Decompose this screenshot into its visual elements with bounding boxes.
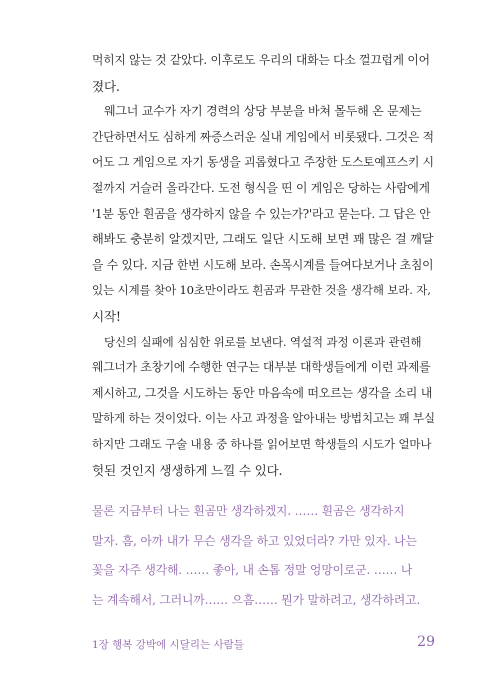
text-line: 하지만 그래도 구술 내용 중 하나를 읽어보면 학생들의 시도가 얼마나 [92, 436, 432, 451]
page-footer [92, 634, 435, 654]
quote-line: 말자. 흠, 아까 내가 무슨 생각을 하고 있었더라? 가만 있자. 나는 [92, 533, 417, 548]
text-line: 을 수 있다. 지금 한번 시도해 보라. 손목시계를 들여다보거나 초침이 [92, 257, 434, 272]
text-line: 헛된 것인지 생생하게 느낄 수 있다. [92, 462, 283, 478]
paragraph-2 [92, 99, 435, 329]
text-line: 시작! [92, 308, 121, 324]
text-line: 어도 그 게임으로 자기 동생을 괴롭혔다고 주장한 도스토예프스키 시 [92, 155, 434, 170]
quote-line: 꽃을 자주 생각해. …… 좋아, 내 손톱 정말 엉망이로군. …… 나 [92, 563, 413, 577]
page-number: 29 [417, 634, 435, 650]
text-line: 해봐도 충분히 알겠지만, 그래도 일단 시도해 보면 꽤 많은 걸 깨달 [92, 232, 434, 247]
text-line: 웨그너 교수가 자기 경력의 상당 부분을 바쳐 몰두해 온 문제는 [104, 104, 422, 119]
text-line: 웨그너가 초창기에 수행한 연구는 대부분 대학생들에게 이런 과제를 [92, 360, 431, 375]
paragraph-3 [92, 330, 435, 484]
quote-line: 는 계속해서, 그러니까…… 으흠…… 뭔가 말하려고, 생각하려고. [92, 592, 421, 607]
text-line: 먹히지 않는 것 같았다. 이후로도 우리의 대화는 다소 껄끄럽게 이어 [92, 53, 430, 67]
paragraph-text [92, 330, 435, 484]
text-line: 졌다. [92, 78, 120, 94]
quote-line: 물론 지금부터 나는 흰곰만 생각하겠지. …… 흰곰은 생각하지 [92, 504, 405, 518]
body-text [92, 48, 435, 483]
text-line: 간단하면서도 심하게 짜증스러운 실내 게임에서 비롯됐다. 그것은 적 [92, 129, 434, 144]
block-quote [92, 497, 435, 615]
chapter-title: 1장 행복 강박에 시달리는 사람들 [92, 639, 244, 651]
text-line: 말하게 하는 것이었다. 이는 사고 과정을 알아내는 방법치고는 꽤 부실 [92, 411, 435, 426]
text-line: '1분 동안 흰곰을 생각하지 않을 수 있는가?'라고 묻는다. 그 답은 안 [92, 206, 431, 221]
paragraph-text [92, 99, 435, 329]
text-line: 제시하고, 그것을 시도하는 동안 마음속에 떠오르는 생각을 소리 내 [92, 385, 433, 400]
text-line: 있는 시계를 찾아 10초만이라도 흰곰과 무관한 것을 생각해 보라. 자, [92, 283, 431, 298]
paragraph-text [92, 48, 435, 99]
text-line: 절까지 거슬러 올라간다. 도전 형식을 띤 이 게임은 당하는 사람에게 [92, 180, 430, 195]
text-line: 당신의 실패에 심심한 위로를 보낸다. 역설적 과정 이론과 관련해 [104, 334, 422, 349]
paragraph-1 [92, 48, 435, 99]
